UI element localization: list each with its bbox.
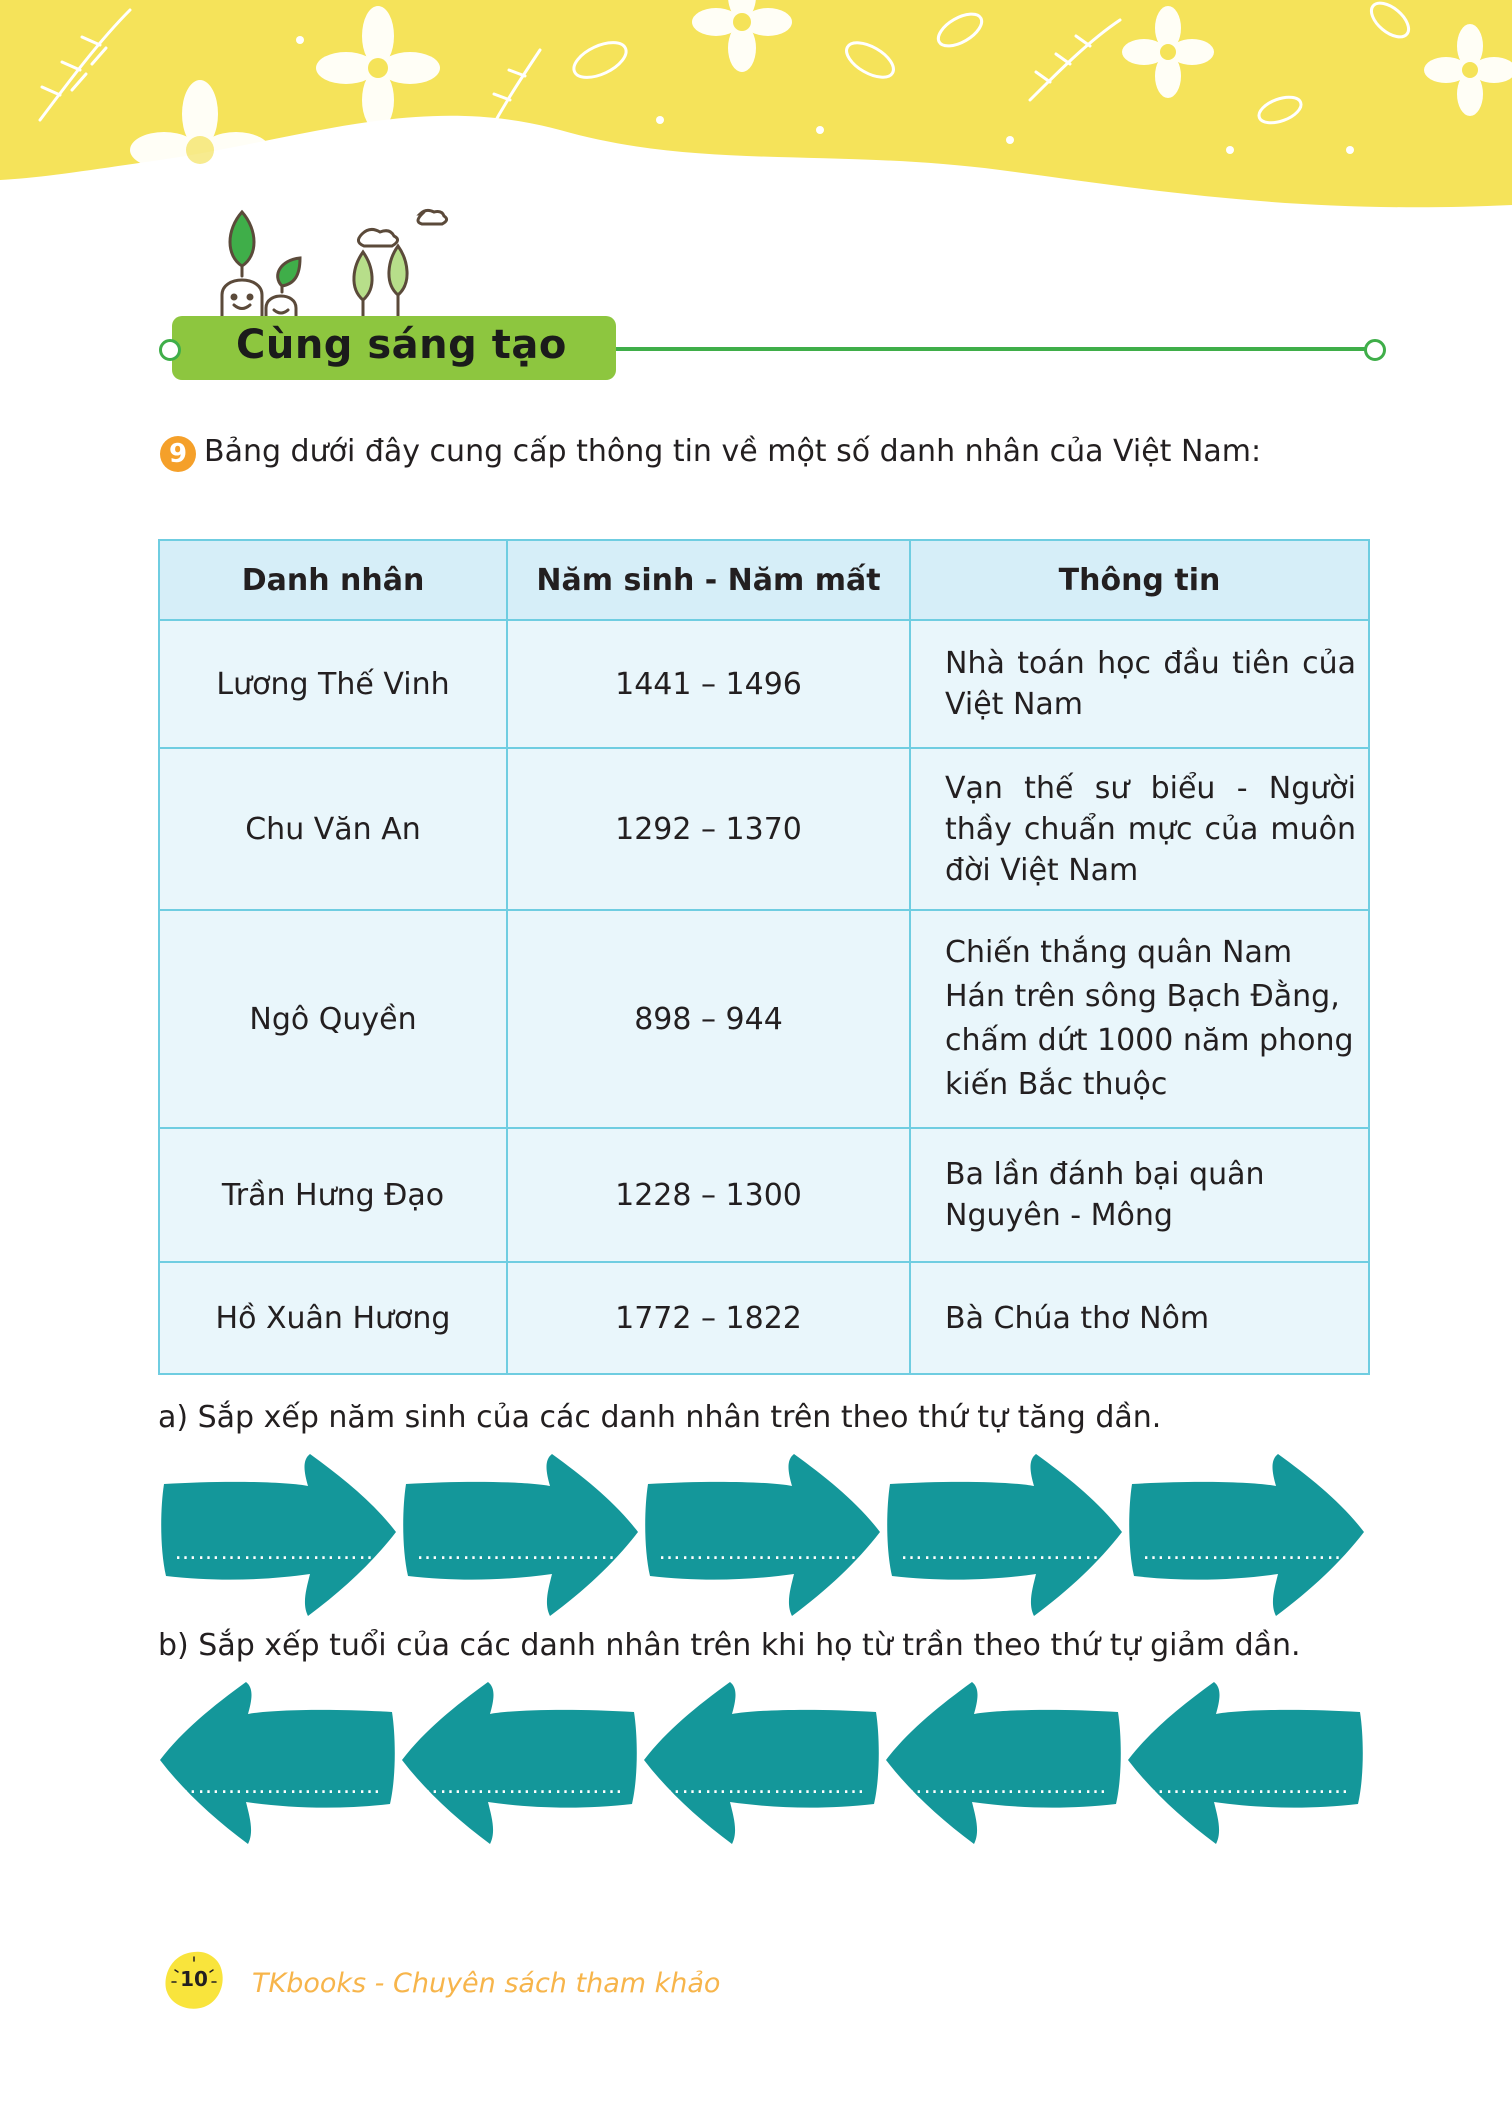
arrow-shape	[884, 1450, 1124, 1620]
arrow-right-blank[interactable]	[642, 1450, 882, 1620]
plant-doodle-illustration	[150, 200, 570, 320]
arrow-left-blank[interactable]	[1126, 1678, 1366, 1848]
cell-info: Chiến thắng quân Nam Hán trên sông Bạch Đằng, chấm dứt 1000 năm phong kiến Bắc thuộc	[910, 910, 1369, 1128]
table-row	[159, 1128, 1369, 1262]
answer-blank[interactable]: ………………………	[900, 1540, 1108, 1565]
cell-info: Vạn thế sư biểu - Người thầy chuẩn mực của muôn đời Việt Nam	[910, 748, 1369, 910]
section-rule-line	[616, 347, 1376, 351]
cell-name: Hồ Xuân Hương	[159, 1262, 507, 1374]
table-header-row	[159, 540, 1369, 620]
cell-name: Lương Thế Vinh	[159, 620, 507, 748]
table-row	[159, 1262, 1369, 1374]
arrow-shape	[400, 1678, 640, 1848]
header-name: Danh nhân	[159, 540, 507, 620]
cell-years: 1228 – 1300	[507, 1128, 910, 1262]
answer-blank[interactable]: ………………………	[174, 1540, 382, 1565]
section-title: Cùng sáng tạo	[236, 322, 567, 368]
answer-blank[interactable]: ………………………	[174, 1774, 382, 1799]
arrow-left-blank[interactable]	[400, 1678, 640, 1848]
arrow-right-blank[interactable]	[158, 1450, 398, 1620]
rule-end-dot	[1364, 339, 1386, 361]
arrow-shape	[642, 1450, 882, 1620]
answer-blank[interactable]: ………………………	[658, 1540, 866, 1565]
answer-blank[interactable]: ………………………	[416, 1774, 624, 1799]
arrow-left-blank[interactable]	[158, 1678, 398, 1848]
cell-years: 1292 – 1370	[507, 748, 910, 910]
cell-info: Bà Chúa thơ Nôm	[910, 1262, 1369, 1374]
arrow-shape	[884, 1678, 1124, 1848]
answer-blank[interactable]: ………………………	[900, 1774, 1108, 1799]
rule-start-dot	[159, 339, 181, 361]
famous-people-table	[158, 539, 1370, 1375]
cell-years: 1772 – 1822	[507, 1262, 910, 1374]
arrow-left-blank[interactable]	[884, 1678, 1124, 1848]
task-a-prompt: a) Sắp xếp năm sinh của các danh nhân trên theo thứ tự tăng dần.	[158, 1400, 1162, 1435]
page-number-badge	[162, 1948, 226, 2012]
page-number: 10	[180, 1967, 208, 1991]
question-number-badge: 9	[160, 436, 196, 472]
table-row	[159, 910, 1369, 1128]
arrow-shape	[158, 1678, 398, 1848]
arrow-right-blank[interactable]	[1126, 1450, 1366, 1620]
cell-info: Nhà toán học đầu tiên của Việt Nam	[910, 620, 1369, 748]
cell-info: Ba lần đánh bại quân Nguyên - Mông	[910, 1128, 1369, 1262]
cell-name: Trần Hưng Đạo	[159, 1128, 507, 1262]
arrow-shape	[1126, 1678, 1366, 1848]
table-row	[159, 748, 1369, 910]
cell-name: Ngô Quyền	[159, 910, 507, 1128]
arrow-right-blank[interactable]	[884, 1450, 1124, 1620]
cell-name: Chu Văn An	[159, 748, 507, 910]
cell-years: 1441 – 1496	[507, 620, 910, 748]
table-row	[159, 620, 1369, 748]
arrow-shape	[158, 1450, 398, 1620]
header-info: Thông tin	[910, 540, 1369, 620]
answer-blank[interactable]: ………………………	[416, 1540, 624, 1565]
arrow-right-blank[interactable]	[400, 1450, 640, 1620]
arrow-shape	[1126, 1450, 1366, 1620]
task-b-prompt: b) Sắp xếp tuổi của các danh nhân trên khi họ từ trần theo thứ tự giảm dần.	[158, 1628, 1301, 1663]
answer-blank[interactable]: ………………………	[1142, 1774, 1350, 1799]
answer-blank[interactable]: ………………………	[1142, 1540, 1350, 1565]
question-prompt: Bảng dưới đây cung cấp thông tin về một số danh nhân của Việt Nam:	[204, 434, 1262, 469]
arrow-left-blank[interactable]	[642, 1678, 882, 1848]
answer-blank[interactable]: ………………………	[658, 1774, 866, 1799]
publisher-text: TKbooks - Chuyên sách tham khảo	[252, 1968, 721, 1999]
arrow-shape	[400, 1450, 640, 1620]
arrow-shape	[642, 1678, 882, 1848]
header-years: Năm sinh - Năm mất	[507, 540, 910, 620]
cell-years: 898 – 944	[507, 910, 910, 1128]
